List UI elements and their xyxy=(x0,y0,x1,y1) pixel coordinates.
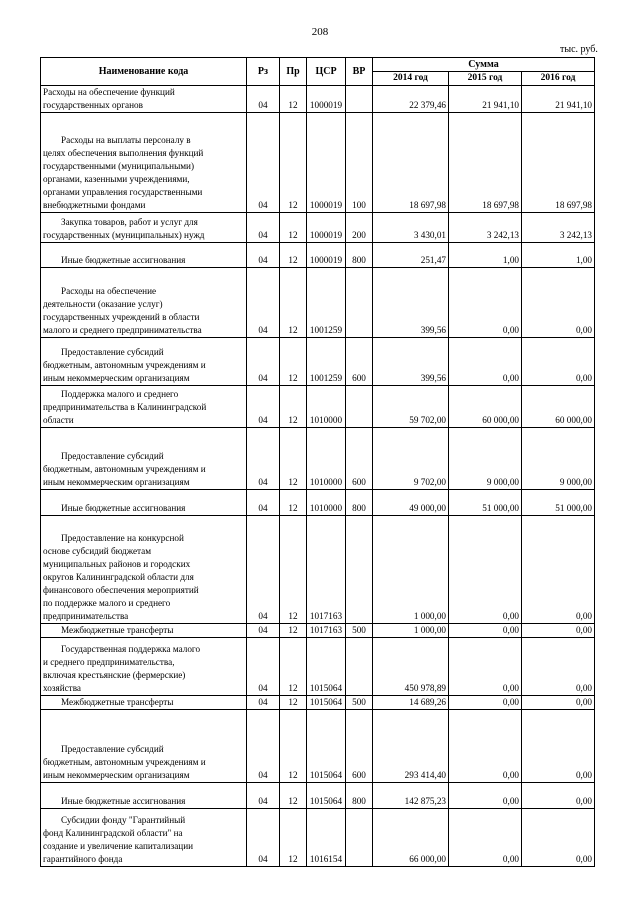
row-name: Предоставление субсидий бюджетным, автономным учреждениям и иным некоммерческим организациям xyxy=(41,710,247,783)
row-amount-2016: 3 242,13 xyxy=(522,213,595,243)
row-csr: 1015064 xyxy=(307,710,346,783)
row-pr: 12 xyxy=(280,809,307,867)
row-vr: 500 xyxy=(346,624,373,638)
row-rz: 04 xyxy=(247,213,280,243)
row-csr: 1001259 xyxy=(307,338,346,386)
table-row xyxy=(41,268,595,338)
row-name: Иные бюджетные ассигнования xyxy=(41,490,247,516)
row-rz: 04 xyxy=(247,516,280,624)
row-amount-2015: 9 000,00 xyxy=(449,428,522,490)
table-row xyxy=(41,624,595,638)
row-amount-2015: 21 941,10 xyxy=(449,86,522,113)
row-csr: 1017163 xyxy=(307,516,346,624)
units-label: тыс. руб. xyxy=(560,44,598,55)
row-amount-2015: 0,00 xyxy=(449,338,522,386)
row-amount-2015: 3 242,13 xyxy=(449,213,522,243)
row-amount-2014: 142 875,23 xyxy=(373,783,449,809)
row-amount-2016: 0,00 xyxy=(522,624,595,638)
row-rz: 04 xyxy=(247,710,280,783)
row-amount-2014: 399,56 xyxy=(373,268,449,338)
row-amount-2015: 0,00 xyxy=(449,516,522,624)
row-rz: 04 xyxy=(247,338,280,386)
row-pr: 12 xyxy=(280,428,307,490)
row-vr xyxy=(346,86,373,113)
row-name: Межбюджетные трансферты xyxy=(41,624,247,638)
row-csr: 1015064 xyxy=(307,783,346,809)
row-amount-2016: 0,00 xyxy=(522,696,595,710)
row-amount-2014: 450 978,89 xyxy=(373,638,449,696)
row-vr: 600 xyxy=(346,338,373,386)
row-csr: 1001259 xyxy=(307,268,346,338)
row-amount-2016: 0,00 xyxy=(522,516,595,624)
row-rz: 04 xyxy=(247,113,280,213)
row-amount-2016: 21 941,10 xyxy=(522,86,595,113)
row-amount-2014: 293 414,40 xyxy=(373,710,449,783)
row-amount-2014: 14 689,26 xyxy=(373,696,449,710)
row-amount-2015: 60 000,00 xyxy=(449,386,522,428)
row-pr: 12 xyxy=(280,624,307,638)
header-name: Наименование кода xyxy=(41,58,247,86)
row-pr: 12 xyxy=(280,213,307,243)
page-number: 208 xyxy=(311,26,329,38)
row-amount-2016: 0,00 xyxy=(522,809,595,867)
row-pr: 12 xyxy=(280,386,307,428)
row-pr: 12 xyxy=(280,86,307,113)
row-amount-2015: 0,00 xyxy=(449,710,522,783)
table-row xyxy=(41,809,595,867)
row-csr: 1000019 xyxy=(307,213,346,243)
row-amount-2014: 1 000,00 xyxy=(373,624,449,638)
row-name: Государственная поддержка малого и среднего предпринимательства, включая крестьянские (фермерские) хозяйства xyxy=(41,638,247,696)
table-row xyxy=(41,243,595,268)
row-name: Расходы на выплаты персоналу в целях обеспечения выполнения функций государственными (муниципальными) органами, казенными учреждениями, органами управления государственными внебюджетными фондами xyxy=(41,113,247,213)
row-amount-2014: 251,47 xyxy=(373,243,449,268)
row-vr: 800 xyxy=(346,490,373,516)
row-pr: 12 xyxy=(280,490,307,516)
row-amount-2015: 0,00 xyxy=(449,624,522,638)
row-amount-2014: 3 430,01 xyxy=(373,213,449,243)
row-rz: 04 xyxy=(247,243,280,268)
header-rz: Рз xyxy=(247,58,280,86)
row-vr xyxy=(346,516,373,624)
row-vr: 800 xyxy=(346,783,373,809)
row-name: Закупка товаров, работ и услуг для государственных (муниципальных) нужд xyxy=(41,213,247,243)
row-csr: 1015064 xyxy=(307,696,346,710)
row-amount-2016: 9 000,00 xyxy=(522,428,595,490)
table-row xyxy=(41,783,595,809)
row-rz: 04 xyxy=(247,624,280,638)
row-amount-2015: 1,00 xyxy=(449,243,522,268)
row-amount-2016: 60 000,00 xyxy=(522,386,595,428)
row-csr: 1000019 xyxy=(307,243,346,268)
row-vr: 800 xyxy=(346,243,373,268)
table-row xyxy=(41,338,595,386)
header-pr: Пр xyxy=(280,58,307,86)
row-amount-2015: 0,00 xyxy=(449,638,522,696)
row-vr: 200 xyxy=(346,213,373,243)
row-name: Поддержка малого и среднего предпринимательства в Калининградской области xyxy=(41,386,247,428)
row-name: Предоставление субсидий бюджетным, автономным учреждениям и иным некоммерческим организациям xyxy=(41,428,247,490)
row-amount-2015: 0,00 xyxy=(449,696,522,710)
row-amount-2014: 399,56 xyxy=(373,338,449,386)
header-sum: Сумма xyxy=(373,58,595,72)
table-row xyxy=(41,86,595,113)
row-csr: 1010000 xyxy=(307,490,346,516)
header-vr: ВР xyxy=(346,58,373,86)
row-vr xyxy=(346,638,373,696)
row-amount-2014: 18 697,98 xyxy=(373,113,449,213)
row-name: Межбюджетные трансферты xyxy=(41,696,247,710)
row-rz: 04 xyxy=(247,809,280,867)
row-amount-2016: 1,00 xyxy=(522,243,595,268)
row-name: Субсидии фонду "Гарантийный фонд Калининградской области" на создание и увеличение капитализации гарантийного фонда xyxy=(41,809,247,867)
row-pr: 12 xyxy=(280,338,307,386)
row-csr: 1016154 xyxy=(307,809,346,867)
table-header-row xyxy=(41,58,595,72)
header-year-2015: 2015 год xyxy=(449,72,522,86)
row-amount-2014: 59 702,00 xyxy=(373,386,449,428)
row-amount-2014: 22 379,46 xyxy=(373,86,449,113)
row-vr: 600 xyxy=(346,710,373,783)
row-vr xyxy=(346,268,373,338)
row-rz: 04 xyxy=(247,86,280,113)
row-amount-2016: 0,00 xyxy=(522,268,595,338)
row-amount-2016: 0,00 xyxy=(522,783,595,809)
row-pr: 12 xyxy=(280,113,307,213)
row-amount-2014: 1 000,00 xyxy=(373,516,449,624)
row-pr: 12 xyxy=(280,638,307,696)
row-vr xyxy=(346,809,373,867)
row-csr: 1010000 xyxy=(307,386,346,428)
table-row xyxy=(41,710,595,783)
row-amount-2015: 18 697,98 xyxy=(449,113,522,213)
table-body xyxy=(41,86,595,867)
row-csr: 1000019 xyxy=(307,86,346,113)
row-name: Иные бюджетные ассигнования xyxy=(41,243,247,268)
row-vr: 100 xyxy=(346,113,373,213)
row-amount-2015: 0,00 xyxy=(449,268,522,338)
row-amount-2016: 0,00 xyxy=(522,638,595,696)
row-csr: 1017163 xyxy=(307,624,346,638)
row-amount-2016: 51 000,00 xyxy=(522,490,595,516)
row-csr: 1000019 xyxy=(307,113,346,213)
row-amount-2015: 51 000,00 xyxy=(449,490,522,516)
table-row xyxy=(41,386,595,428)
row-name: Иные бюджетные ассигнования xyxy=(41,783,247,809)
row-amount-2016: 18 697,98 xyxy=(522,113,595,213)
row-pr: 12 xyxy=(280,268,307,338)
header-year-2014: 2014 год xyxy=(373,72,449,86)
row-amount-2015: 0,00 xyxy=(449,783,522,809)
table-row xyxy=(41,213,595,243)
row-rz: 04 xyxy=(247,638,280,696)
row-amount-2016: 0,00 xyxy=(522,338,595,386)
row-amount-2014: 66 000,00 xyxy=(373,809,449,867)
table-row xyxy=(41,638,595,696)
row-vr: 500 xyxy=(346,696,373,710)
header-csr: ЦСР xyxy=(307,58,346,86)
row-csr: 1010000 xyxy=(307,428,346,490)
row-rz: 04 xyxy=(247,490,280,516)
row-amount-2014: 9 702,00 xyxy=(373,428,449,490)
row-rz: 04 xyxy=(247,783,280,809)
table-row xyxy=(41,696,595,710)
row-vr xyxy=(346,386,373,428)
table-row xyxy=(41,113,595,213)
row-amount-2015: 0,00 xyxy=(449,809,522,867)
row-vr: 600 xyxy=(346,428,373,490)
row-amount-2016: 0,00 xyxy=(522,710,595,783)
row-rz: 04 xyxy=(247,268,280,338)
budget-table xyxy=(40,57,595,867)
row-pr: 12 xyxy=(280,516,307,624)
table-row xyxy=(41,516,595,624)
header-year-2016: 2016 год xyxy=(522,72,595,86)
row-pr: 12 xyxy=(280,710,307,783)
row-csr: 1015064 xyxy=(307,638,346,696)
table-row xyxy=(41,428,595,490)
row-amount-2014: 49 000,00 xyxy=(373,490,449,516)
row-pr: 12 xyxy=(280,243,307,268)
table-row xyxy=(41,490,595,516)
row-pr: 12 xyxy=(280,696,307,710)
row-name: Предоставление субсидий бюджетным, автономным учреждениям и иным некоммерческим организациям xyxy=(41,338,247,386)
row-rz: 04 xyxy=(247,696,280,710)
row-rz: 04 xyxy=(247,386,280,428)
row-name: Расходы на обеспечение деятельности (оказание услуг) государственных учреждений в области малого и среднего предпринимательства xyxy=(41,268,247,338)
row-name: Расходы на обеспечение функций государственных органов xyxy=(41,86,247,113)
row-pr: 12 xyxy=(280,783,307,809)
row-name: Предоставление на конкурсной основе субсидий бюджетам муниципальных районов и городских округов Калининградской области для финансового обеспечения мероприятий по поддержке малого и среднего предпринимательства xyxy=(41,516,247,624)
row-rz: 04 xyxy=(247,428,280,490)
